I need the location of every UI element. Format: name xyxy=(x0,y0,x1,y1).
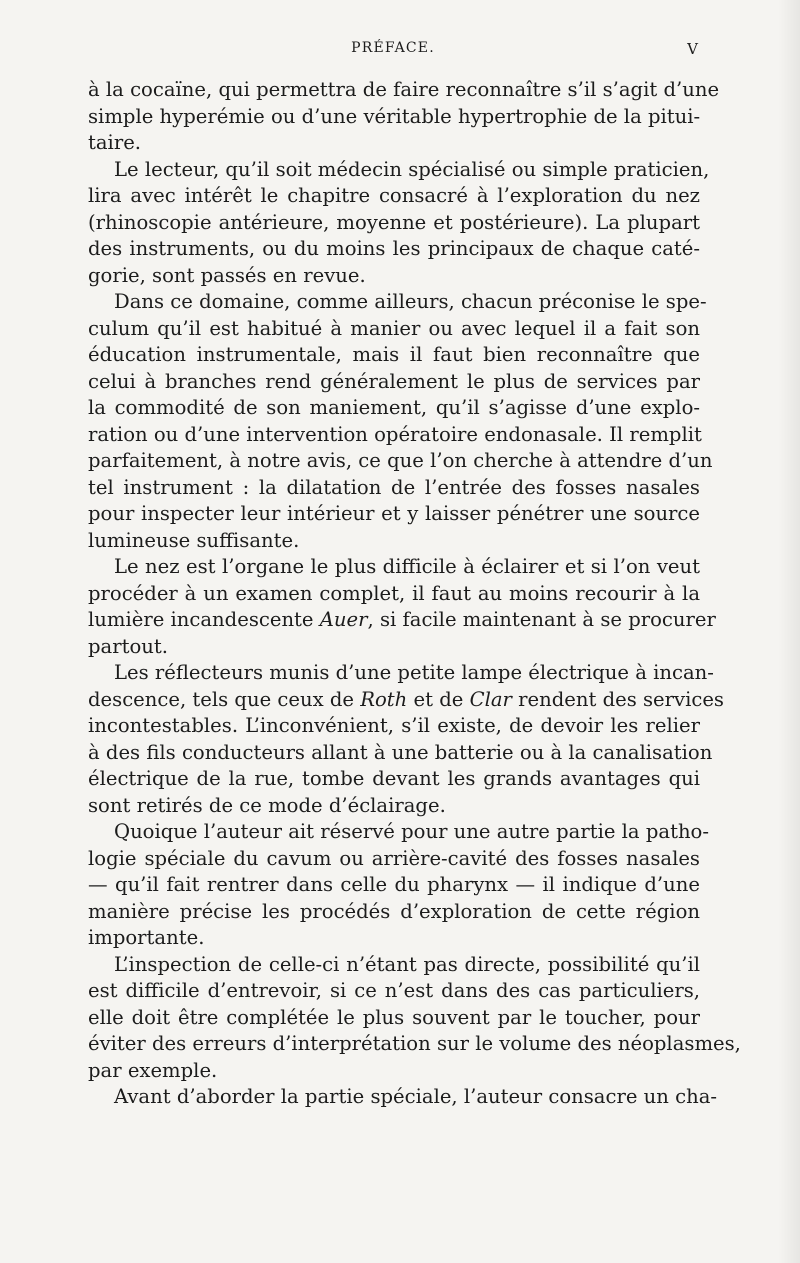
paragraph xyxy=(88,660,724,819)
text-line: logie spéciale du cavum ou arrière-cavité des fosses nasales xyxy=(88,846,700,870)
text-line: Le nez est l’organe le plus difficile à éclairer et si l’on veut xyxy=(114,555,700,578)
text-line: pour inspecter leur intérieur et y laisser pénétrer une source xyxy=(88,502,700,525)
text-line: culum qu’il est habitué à manier ou avec lequel il a fait son xyxy=(88,316,700,340)
text-line: Les réflecteurs munis d’une petite lampe électrique à incan- xyxy=(114,661,714,684)
text-line: Avant d’aborder la partie spéciale, l’auteur consacre un cha- xyxy=(114,1085,718,1108)
text-line: à des fils conducteurs allant à une batterie ou à la canalisation xyxy=(88,740,713,764)
text-line: électrique de la rue, tombe devant les grands avantages qui xyxy=(88,767,700,790)
running-head xyxy=(88,40,698,64)
text-line: taire. xyxy=(88,131,142,154)
running-title: PRÉFACE. xyxy=(351,40,435,56)
text-line: procéder à un examen complet, il faut au moins recourir à la xyxy=(88,581,700,605)
text-line: Le lecteur, qu’il soit médecin spécialisé ou simple praticien, xyxy=(114,157,710,181)
paragraph xyxy=(88,952,741,1085)
text-line: par exemple. xyxy=(88,1058,218,1082)
paragraph xyxy=(88,77,720,157)
text-line: lumière incandescente Auer, si facile maintenant à se procurer xyxy=(88,608,716,631)
text-line: Quoique l’auteur ait réservé pour une autre partie la patho- xyxy=(114,820,709,843)
text-line: lumineuse suffisante. xyxy=(88,528,300,552)
text-line: Dans ce domaine, comme ailleurs, chacun préconise le spe- xyxy=(114,290,707,313)
text-line: lira avec intérêt le chapitre consacré à l’exploration du nez xyxy=(88,184,700,207)
text-line: (rhinoscopie antérieure, moyenne et postérieure). La plupart xyxy=(88,210,700,234)
text-line: à la cocaïne, qui permettra de faire reconnaître s’il s’agit d’une xyxy=(88,78,720,101)
text-line: tel instrument : la dilatation de l’entrée des fosses nasales xyxy=(88,475,700,499)
body-text xyxy=(88,77,741,1111)
text-line: L’inspection de celle-ci n’étant pas directe, possibilité qu’il xyxy=(114,952,700,976)
text-line: descence, tels que ceux de Roth et de Clar rendent des services xyxy=(88,687,724,711)
paragraph xyxy=(88,157,710,290)
text-line: la commodité de son maniement, qu’il s’agisse d’une explo- xyxy=(88,396,700,419)
paragraph xyxy=(88,289,713,554)
paragraph xyxy=(88,554,716,660)
text-line: des instruments, ou du moins les principaux de chaque caté- xyxy=(88,237,700,260)
text-line: incontestables. L’inconvénient, s’il existe, de devoir les relier xyxy=(88,714,700,737)
paragraph xyxy=(88,819,709,952)
page-number: V xyxy=(687,40,698,58)
paragraph xyxy=(88,1084,718,1111)
text-line: manière précise les procédés d’exploration de cette région xyxy=(88,899,700,923)
text-line: éducation instrumentale, mais il faut bien reconnaître que xyxy=(88,343,700,366)
text-line: importante. xyxy=(88,926,205,949)
text-line: gorie, sont passés en revue. xyxy=(88,263,366,287)
text-line: — qu’il fait rentrer dans celle du pharynx — il indique d’une xyxy=(88,873,700,896)
text-line: celui à branches rend généralement le plus de services par xyxy=(88,369,700,393)
text-line: simple hyperémie ou d’une véritable hypertrophie de la pitui- xyxy=(88,104,701,128)
text-line: éviter des erreurs d’interprétation sur le volume des néoplasmes, xyxy=(88,1032,741,1055)
text-line: partout. xyxy=(88,634,168,658)
text-line: parfaitement, à notre avis, ce que l’on cherche à attendre d’un xyxy=(88,449,713,472)
text-line: sont retirés de ce mode d’éclairage. xyxy=(88,793,446,817)
text-line: ration ou d’une intervention opératoire endonasale. Il remplit xyxy=(88,422,702,446)
text-line: est difficile d’entrevoir, si ce n’est dans des cas particuliers, xyxy=(88,979,700,1002)
text-line: elle doit être complétée le plus souvent par le toucher, pour xyxy=(88,1005,700,1029)
